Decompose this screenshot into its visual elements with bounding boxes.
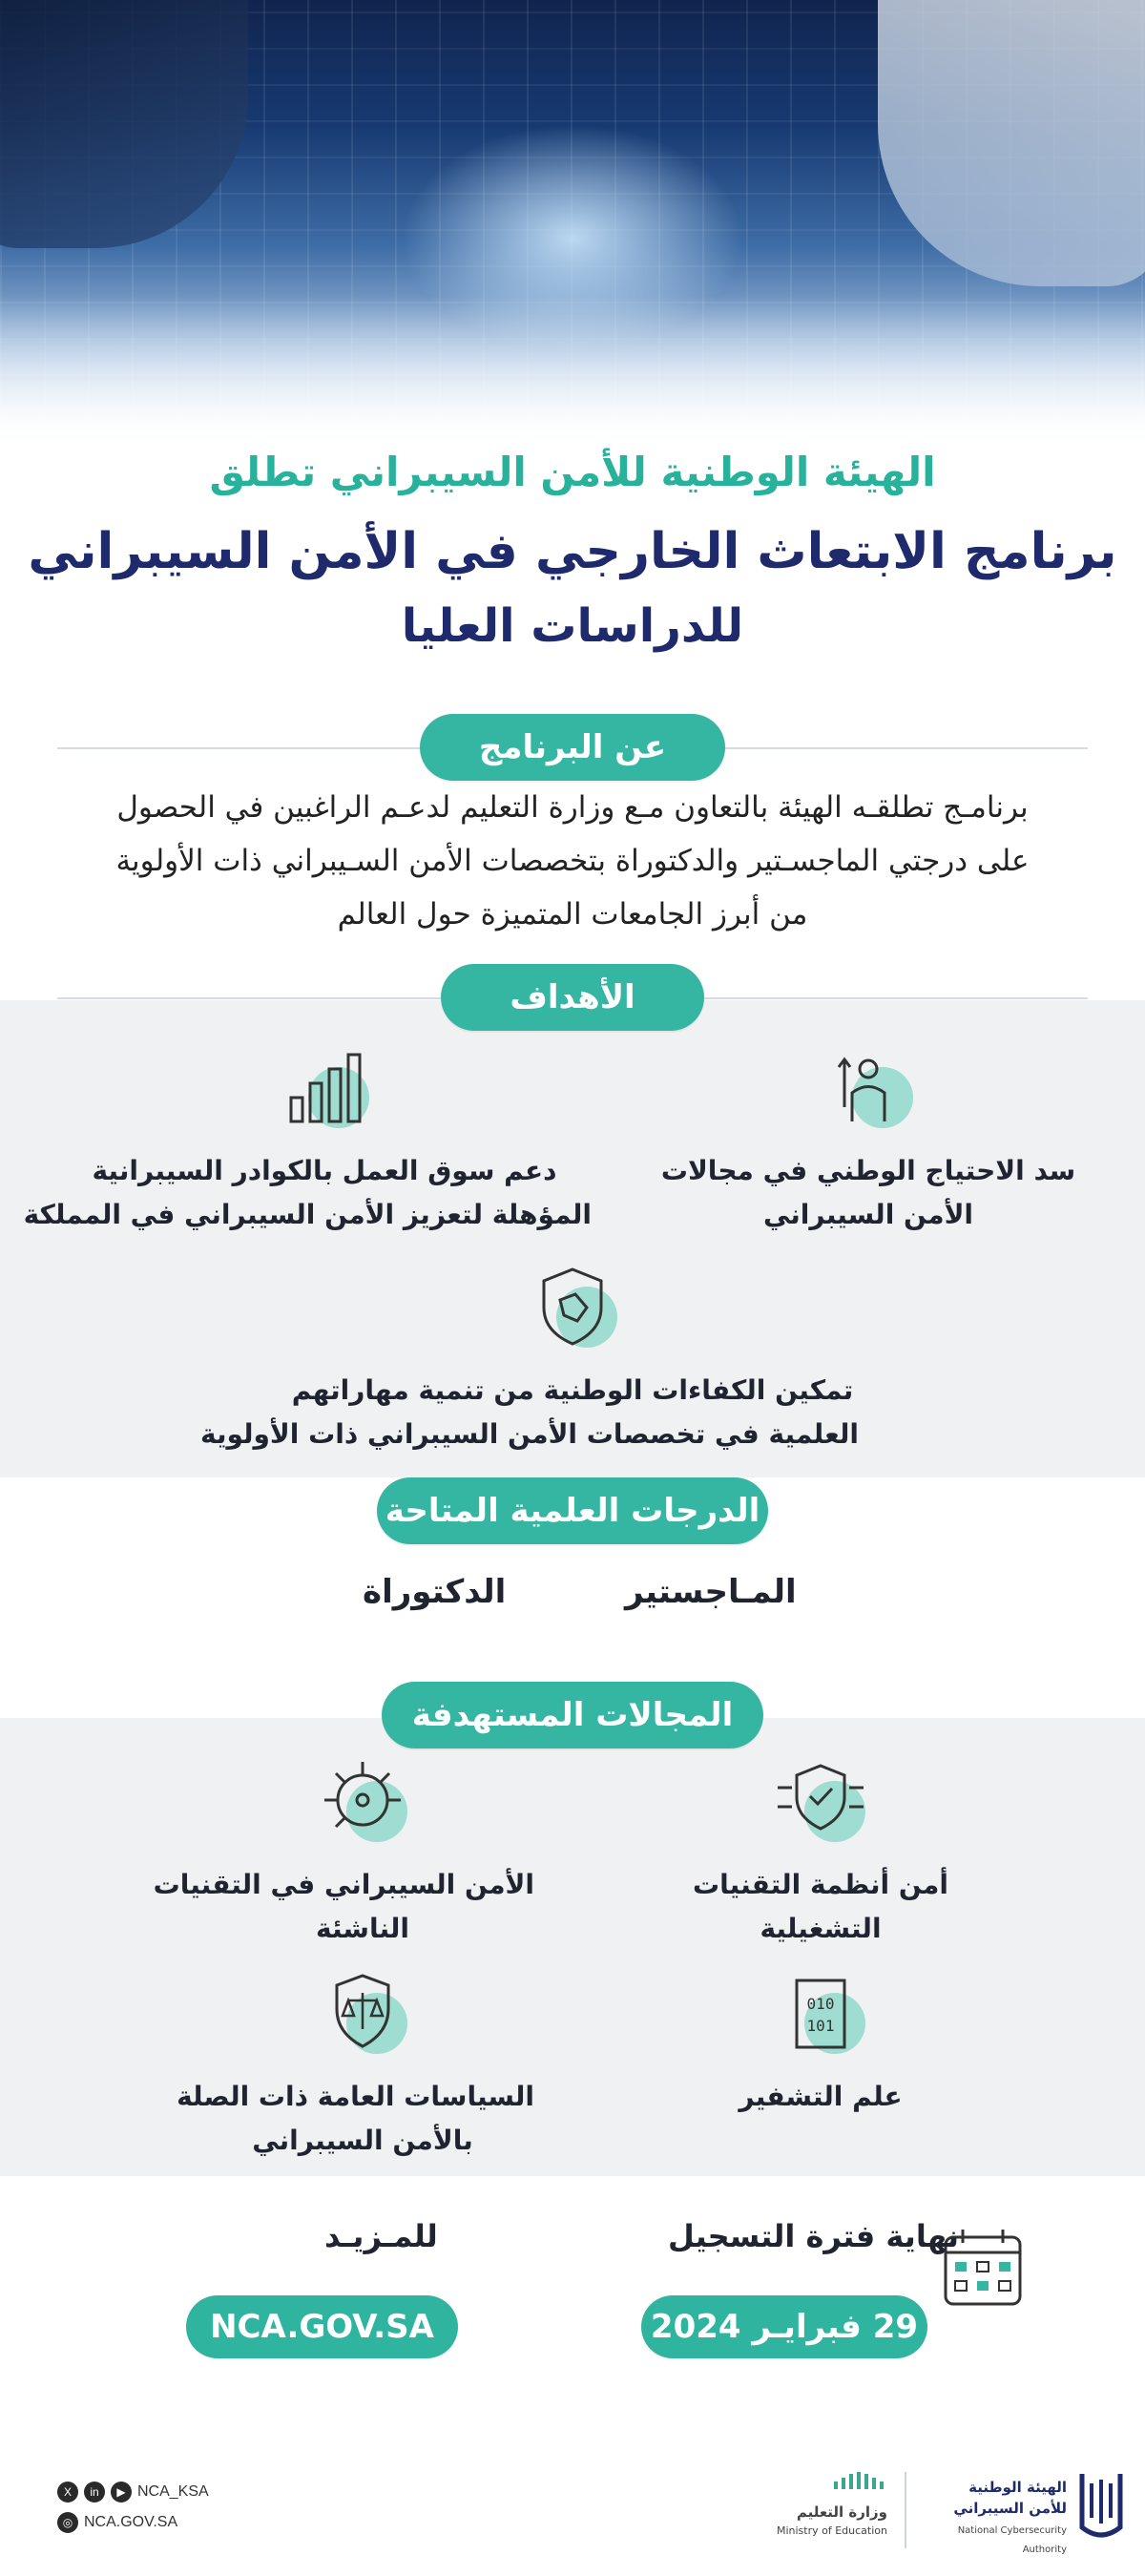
field-item	[668, 1966, 973, 2119]
title-line-1: الهيئة الوطنية للأمن السيبراني تطلق	[209, 449, 936, 495]
goal-text: العلمية في تخصصات الأمن السيبراني ذات الأولوية	[199, 1418, 859, 1450]
linkedin-icon[interactable]: in	[84, 2482, 105, 2503]
field-text: علم التشفير	[739, 2081, 903, 2112]
field-item	[153, 1754, 534, 1951]
shield-map-icon	[520, 1260, 625, 1355]
moe-name-ar: وزارة التعليم	[796, 2503, 887, 2521]
svg-text:010: 010	[806, 1995, 835, 2013]
registration-date: 29 فبرايـر 2024	[641, 2295, 927, 2358]
nca-name-ar-2: للأمن السيبراني	[953, 2500, 1067, 2517]
fields-section	[0, 1718, 1145, 2176]
website-link[interactable]: NCA.GOV.SA	[84, 2514, 178, 2530]
goal-item	[658, 1040, 1078, 1237]
moe-logo	[763, 2470, 887, 2546]
field-text: الأمن السيبراني في التقنيات	[153, 1869, 534, 1900]
goal-text: تمكين الكفاءات الوطنية من تنمية مهاراتهم	[291, 1374, 854, 1406]
registration-label: نهاية فترة التسجيل	[668, 2218, 959, 2254]
x-icon[interactable]: X	[57, 2482, 78, 2503]
title-line-2: برنامج الابتعاث الخارجي في الأمن السيبراني	[28, 523, 1117, 580]
social-handle[interactable]: NCA_KSA	[137, 2483, 209, 2500]
field-item	[177, 1966, 534, 2163]
field-text: بالأمن السيبراني	[252, 2125, 473, 2156]
logo-divider	[905, 2472, 906, 2548]
goal-text: سد الاحتياج الوطني في مجالات	[660, 1155, 1076, 1186]
more-label: للمـزيـد	[324, 2218, 438, 2254]
person-growth-icon	[816, 1040, 921, 1136]
title-line-3: للدراسات العليا	[401, 599, 744, 653]
nca-name-ar-1: الهيئة الوطنية	[968, 2479, 1067, 2496]
scales-shield-icon	[310, 1966, 415, 2062]
svg-text:101: 101	[806, 2017, 835, 2035]
fields-heading: المجالات المستهدفة	[382, 1682, 763, 1749]
field-text: أمن أنظمة التقنيات	[693, 1869, 948, 1900]
goal-item	[199, 1260, 859, 1456]
globe-icon: ◎	[57, 2512, 78, 2533]
degree-masters: المـاجستير	[625, 1573, 797, 1611]
bar-chart-people-icon	[272, 1040, 377, 1136]
degree-phd: الدكتوراة	[363, 1573, 507, 1611]
field-text: السياسات العامة ذات الصلة	[177, 2081, 534, 2112]
goal-text: الأمن السيبراني	[762, 1199, 974, 1230]
goal-text: دعم سوق العمل بالكوادر السيبرانية	[92, 1155, 557, 1186]
degrees-heading: الدرجات العلمية المتاحة	[377, 1477, 768, 1544]
goal-item	[23, 1040, 592, 1237]
hero-image	[0, 0, 1145, 449]
nca-logo	[916, 2464, 1126, 2560]
about-line: على درجتي الماجسـتير والدكتوراة بتخصصات الأمن السـيبراني ذات الأولوية	[115, 844, 1030, 878]
goals-heading: الأهداف	[441, 964, 704, 1031]
field-text: التشغيلية	[760, 1913, 882, 1944]
about-line: من أبرز الجامعات المتميزة حول العالم	[337, 897, 808, 932]
shield-check-circuit-icon	[768, 1754, 873, 1850]
field-text: الناشئة	[316, 1913, 409, 1944]
about-text	[57, 781, 1088, 941]
binary-cryptography-icon	[768, 1966, 873, 2062]
social-links	[57, 2477, 209, 2538]
about-line: برنامـج تطلقـه الهيئة بالتعاون مـع وزارة التعليم لدعـم الراغبين في الحصول	[116, 790, 1029, 825]
circuit-head-icon	[310, 1754, 415, 1850]
youtube-icon[interactable]: ▶	[111, 2482, 132, 2503]
about-heading: عن البرنامج	[420, 714, 725, 781]
nca-name-en: National Cybersecurity Authority	[957, 2525, 1067, 2555]
field-item	[668, 1754, 973, 1951]
moe-name-en: Ministry of Education	[776, 2524, 887, 2537]
goal-text: المؤهلة لتعزيز الأمن السيبراني في المملكة	[23, 1199, 592, 1230]
more-url-link[interactable]: NCA.GOV.SA	[186, 2295, 458, 2358]
nca-emblem-icon	[1076, 2470, 1126, 2546]
